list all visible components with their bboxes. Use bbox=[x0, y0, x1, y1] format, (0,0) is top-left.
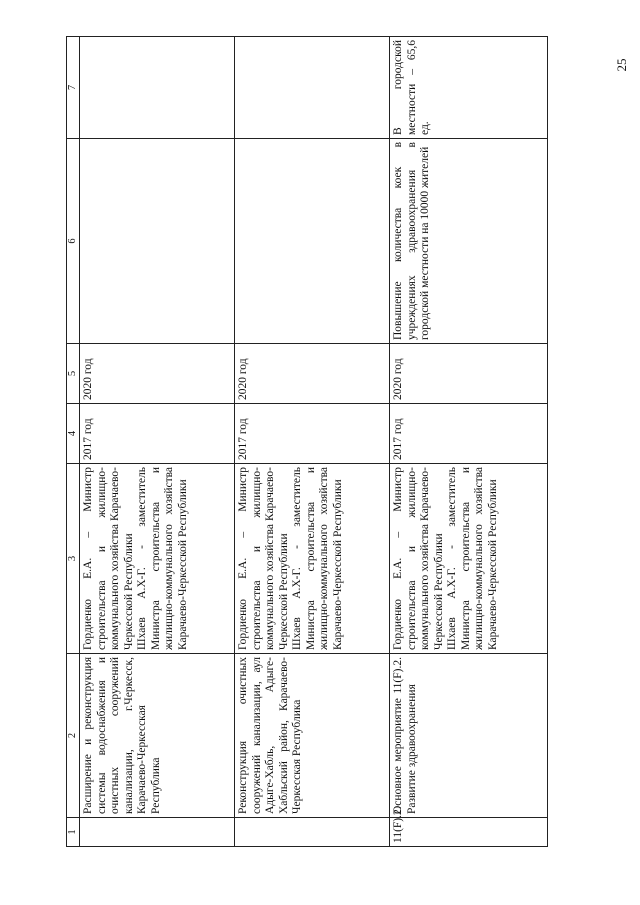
table-row bbox=[390, 37, 548, 847]
page-number: 25 bbox=[614, 58, 629, 72]
header-cell-6: 6 bbox=[67, 139, 80, 344]
result-cell: Повышение количества коек в учреждениях здравоохранения в городской местности на 10000 жителей bbox=[390, 139, 548, 344]
header-cell-4: 4 bbox=[67, 404, 80, 464]
measure-name-cell: Расширение и реконструкция системы водоснабжения и очистных сооружений канализации, г.Черкесск, Карачаево-Черкесская Республика bbox=[80, 654, 235, 818]
rotated-table-frame bbox=[66, 37, 548, 847]
responsible-cell bbox=[80, 464, 235, 654]
responsible-person-1: Гордиенко Е.А. – Министр строительства и жилищно-коммунального хозяйства Карачаево-Черкесской Республики bbox=[82, 467, 135, 650]
result-cell bbox=[80, 139, 235, 344]
header-cell-5: 5 bbox=[67, 344, 80, 404]
responsible-person-2: Шхаев А.Х-Г. - заместитель Министра строительства и жилищно-коммунального хозяйства Карачаево-Черкесской Республики bbox=[291, 467, 344, 650]
table-row bbox=[235, 37, 390, 847]
header-cell-3: 3 bbox=[67, 464, 80, 654]
header-cell-1: 1 bbox=[67, 818, 80, 847]
row-number-cell bbox=[235, 818, 390, 847]
end-year-cell: 2020 год bbox=[80, 344, 235, 404]
measure-name-cell: Основное мероприятие 11(F).2. Развитие здравоохранения bbox=[390, 654, 548, 818]
responsible-cell bbox=[235, 464, 390, 654]
measure-name-cell: Реконструкция очистных сооружений канализации, аул Адыге-Хабль, Адыге-Хабльский район, Карачаево-Черкесская Республика bbox=[235, 654, 390, 818]
end-year-cell: 2020 год bbox=[390, 344, 548, 404]
responsible-person-1: Гордиенко Е.А. – Министр строительства и жилищно-коммунального хозяйства Карачаево-Черкесской Республики bbox=[392, 467, 445, 650]
start-year-cell: 2017 год bbox=[390, 404, 548, 464]
measures-table bbox=[66, 36, 548, 847]
row-number-cell bbox=[80, 818, 235, 847]
start-year-cell: 2017 год bbox=[80, 404, 235, 464]
value-cell: В городской местности – 65,6 ед. bbox=[390, 37, 548, 139]
responsible-person-2: Шхаев А.Х-Г. - заместитель Министра строительства и жилищно-коммунального хозяйства Карачаево-Черкесской Республики bbox=[446, 467, 499, 650]
responsible-person-2: Шхаев А.Х-Г. - заместитель Министра строительства и жилищно-коммунального хозяйства Карачаево-Черкесской Республики bbox=[136, 467, 189, 650]
header-row bbox=[67, 37, 80, 847]
responsible-cell bbox=[390, 464, 548, 654]
header-cell-7: 7 bbox=[67, 37, 80, 139]
table-row bbox=[80, 37, 235, 847]
value-cell bbox=[235, 37, 390, 139]
responsible-person-1: Гордиенко Е.А. – Министр строительства и жилищно-коммунального хозяйства Карачаево-Черкесской Республики bbox=[237, 467, 290, 650]
start-year-cell: 2017 год bbox=[235, 404, 390, 464]
header-cell-2: 2 bbox=[67, 654, 80, 818]
row-number-cell: 11(F).2. bbox=[390, 818, 548, 847]
end-year-cell: 2020 год bbox=[235, 344, 390, 404]
result-cell bbox=[235, 139, 390, 344]
value-cell bbox=[80, 37, 235, 139]
